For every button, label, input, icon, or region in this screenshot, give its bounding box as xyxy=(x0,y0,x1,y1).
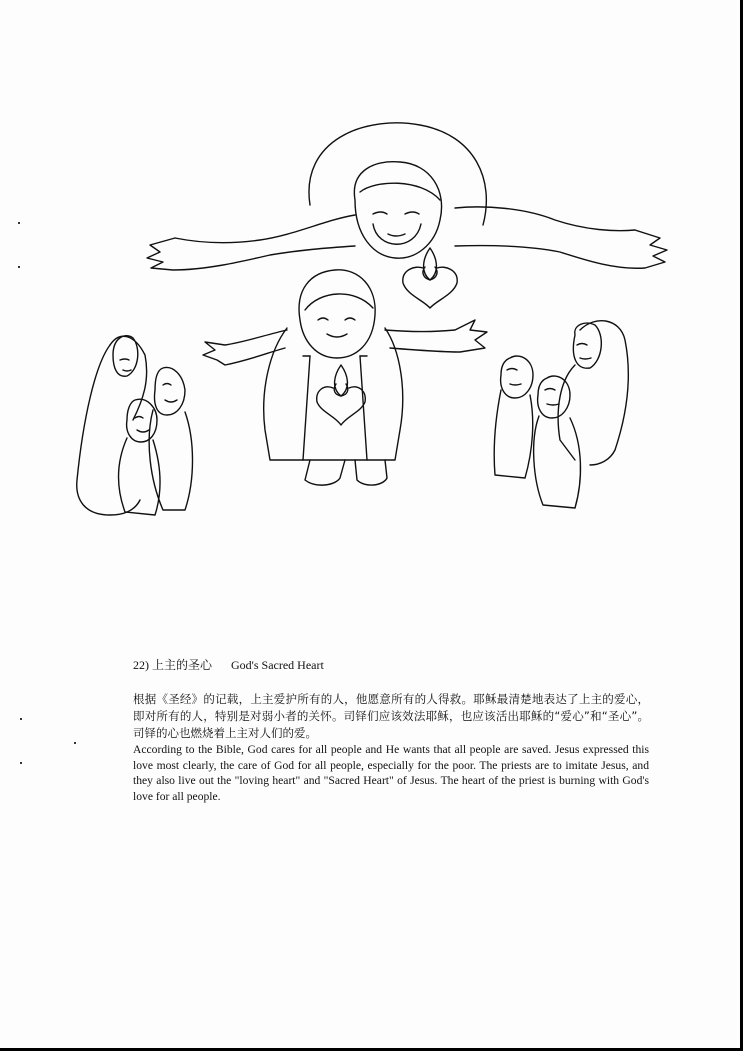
caption-block xyxy=(133,656,649,804)
scan-speck xyxy=(74,742,76,744)
scan-speck xyxy=(18,266,20,268)
priest-right-arm xyxy=(385,320,487,352)
priest-head xyxy=(299,270,375,358)
sacred-heart-illustration xyxy=(55,120,695,520)
god-halo xyxy=(309,123,486,225)
upper-flaming-heart xyxy=(403,248,457,308)
chinese-paragraph: 根据《圣经》的记载，上主爱护所有的人，他愿意所有的人得救。耶稣最清楚地表达了上主的爱心，即对所有的人，特别是对弱小者的关怀。司铎们应该效法耶稣，也应该活出耶稣的“爱心”和“圣心”。司铎的心也燃烧着上主对人们的爱。 xyxy=(133,692,649,740)
english-paragraph: According to the Bible, God cares for all people and He wants that all people are saved. Jesus expressed this love most clearly, the care of God for all people, especially for the poor. The priests are to imitate Jesus, and they also live out the "loving heart" and "Sacred Heart" of Jesus. The heart of the priest is burning with God's love for all people. xyxy=(133,743,649,803)
lesson-title-en: God's Sacred Heart xyxy=(231,658,324,672)
priest-figure xyxy=(203,270,487,485)
god-figure xyxy=(147,123,667,270)
priest-left-arm xyxy=(203,330,287,365)
god-left-arm xyxy=(147,215,355,270)
lesson-title-zh: 上主的圣心 xyxy=(152,658,213,672)
scan-speck xyxy=(20,762,22,764)
left-group-people xyxy=(77,336,193,515)
scan-speck xyxy=(18,222,20,224)
lesson-title xyxy=(133,656,649,673)
priest-flaming-heart xyxy=(317,365,366,425)
lesson-number: 22) xyxy=(133,658,149,672)
right-group-people xyxy=(494,321,628,508)
scan-speck xyxy=(20,718,22,720)
god-right-arm xyxy=(455,207,667,268)
